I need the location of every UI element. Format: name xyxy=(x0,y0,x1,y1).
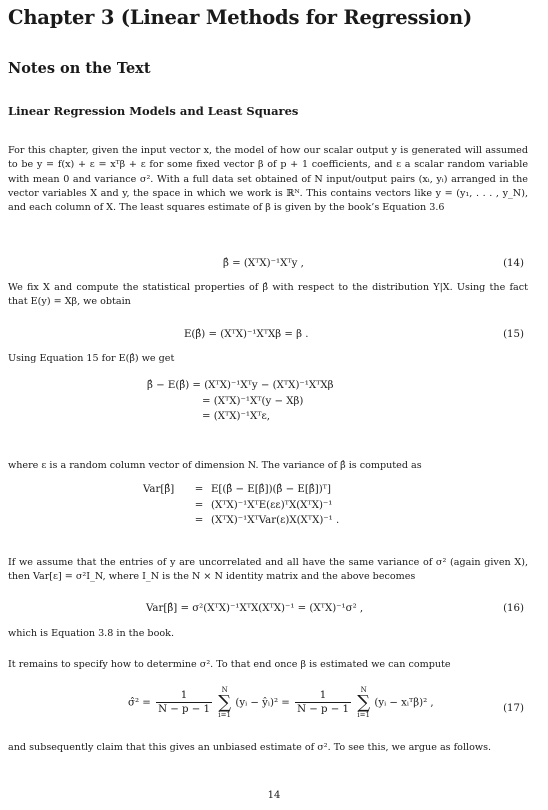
equation-17-body xyxy=(128,686,434,719)
derivation-row-1: β̂ − E(β̂) = (XᵀX)⁻¹Xᵀy − (XᵀX)⁻¹XᵀXβ xyxy=(147,380,334,391)
chapter-title: Chapter 3 (Linear Methods for Regression) xyxy=(8,6,472,29)
derivation-row-2: = (XᵀX)⁻¹Xᵀ(y − Xβ) xyxy=(202,395,304,407)
equation-15-body: E(β̂) = (XᵀX)⁻¹XᵀXβ = β . xyxy=(184,329,309,340)
variance-row-3: (XᵀX)⁻¹XᵀVar(ε)X(XᵀX)⁻¹ . xyxy=(211,515,340,526)
eq17-sum-1: N ∑ i=1 xyxy=(218,686,232,719)
paragraph-uncorrelated: If we assume that the entries of y are uncorrelated and all have the same variance of σ² (again given X), then Var[ε] = σ²I_N, where I_N is the N × N identity matrix and the above becomes xyxy=(8,557,528,583)
aligned-derivation xyxy=(147,378,334,425)
eq17-sum-2: N ∑ i=1 xyxy=(357,686,371,719)
aligned-variance: Var[β̂] = E[(β̂ − E[β̂])(β̂ − E[β̂])ᵀ] = (XᵀX)⁻¹XᵀE(εε)ᵀX(XᵀX)⁻¹ = (XᵀX)⁻¹XᵀVar(ε)X(XᵀX)⁻¹ . xyxy=(143,484,340,526)
eq17-fraction-1: $\frac{1}{N - p - 1}$ xyxy=(158,690,211,715)
paragraph-using-eq15: Using Equation 15 for E(β̂) we get xyxy=(8,353,175,364)
variance-lhs: Var[β̂] xyxy=(143,484,175,495)
subsection-title: Linear Regression Models and Least Squares xyxy=(8,104,299,118)
variance-row-1: E[(β̂ − E[β̂])(β̂ − E[β̂])ᵀ] xyxy=(211,484,331,495)
equation-17 xyxy=(8,686,528,736)
equation-15-number: (15) xyxy=(503,329,524,340)
equation-17-number: (17) xyxy=(503,703,524,714)
equation-14-body: β̂ = (XᵀX)⁻¹Xᵀy , xyxy=(223,258,304,269)
section-title: Notes on the Text xyxy=(8,60,151,77)
paragraph-variance-intro: where ε is a random column vector of dimension N. The variance of β̂ is computed as xyxy=(8,460,422,471)
eq17-term-1: (yᵢ − ŷᵢ)² = xyxy=(235,697,290,709)
eq17-lhs: σ̂² = xyxy=(128,697,151,709)
page-number: 14 xyxy=(267,790,281,801)
eq17-fraction-2: $\frac{1}{N - p - 1}$ xyxy=(297,690,350,715)
paragraph-determine-sigma: It remains to specify how to determine σ². To that end once β is estimated we can compute xyxy=(8,659,451,670)
paragraph-unbiased: and subsequently claim that this gives an unbiased estimate of σ². To see this, we argue as follows. xyxy=(8,742,492,753)
paragraph-intro: For this chapter, given the input vector x, the model of how our scalar output y is generated will assumed to be y = f(x) + ε = xᵀβ + ε for some fixed vector β of p + 1 coefficients, and ε a scalar random variable with mean 0 and variance σ². With a full data set obtained of N input/output pairs (xᵢ, yᵢ) arranged in the vector variables X and y, the space in which we work is ℝᴺ. This contains vectors like y = (y₁, . . . , y_N), and each column of X. The least squares estimate of β is given by the book’s Equation 3.6 xyxy=(8,145,528,214)
derivation-row-3: = (XᵀX)⁻¹Xᵀε, xyxy=(202,411,271,422)
equation-16-body: Var[β̂] = σ²(XᵀX)⁻¹XᵀX(XᵀX)⁻¹ = (XᵀX)⁻¹σ² , xyxy=(146,603,364,614)
variance-row-2: (XᵀX)⁻¹XᵀE(εε)ᵀX(XᵀX)⁻¹ xyxy=(211,499,333,511)
paragraph-statistical-properties: We fix X and compute the statistical properties of β̂ with respect to the distribution Y|X. Using the fact that E(y) = Xβ, we obtain xyxy=(8,282,528,308)
eq17-term-2: (yᵢ − xᵢᵀβ)² , xyxy=(374,697,434,709)
paragraph-equation-ref: which is Equation 3.8 in the book. xyxy=(8,628,174,639)
equation-16-number: (16) xyxy=(503,603,524,614)
equation-14-number: (14) xyxy=(503,258,524,269)
